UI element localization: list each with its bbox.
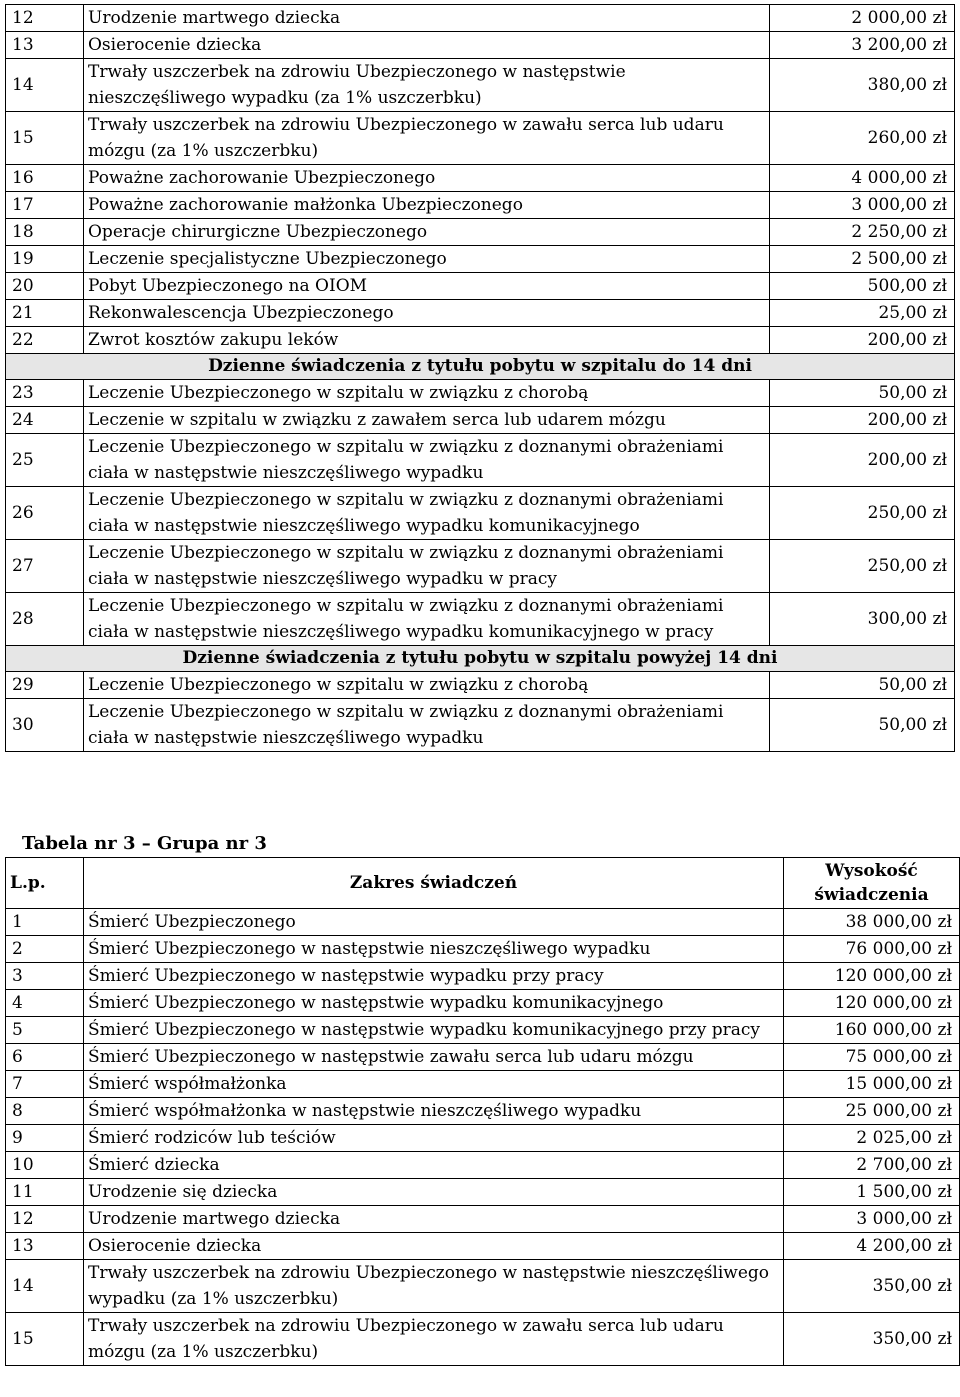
benefit-description: Zwrot kosztów zakupu leków [84,327,770,354]
row-number: 13 [6,1233,84,1260]
row-number: 23 [6,380,84,407]
row-number: 12 [6,1206,84,1233]
row-number: 14 [6,59,84,112]
table-row [6,5,955,32]
table-row [6,1260,960,1313]
row-number: 24 [6,407,84,434]
benefit-description: Leczenie Ubezpieczonego w szpitalu w związku z chorobą [84,672,770,699]
benefit-description: Trwały uszczerbek na zdrowiu Ubezpieczonego w zawału serca lub udaru mózgu (za 1% uszczerbku) [84,112,770,165]
row-number: 27 [6,540,84,593]
section-header-row [6,646,955,672]
row-number: 19 [6,246,84,273]
table-row [6,246,955,273]
benefit-description: Urodzenie się dziecka [84,1179,784,1206]
row-number: 28 [6,593,84,646]
benefit-amount: 1 500,00 zł [784,1179,960,1206]
benefit-amount: 2 000,00 zł [770,5,955,32]
benefit-description: Pobyt Ubezpieczonego na OIOM [84,273,770,300]
benefit-description: Urodzenie martwego dziecka [84,5,770,32]
benefit-amount: 350,00 zł [784,1260,960,1313]
row-number: 12 [6,5,84,32]
benefit-amount: 200,00 zł [770,327,955,354]
table-row [6,273,955,300]
row-number: 20 [6,273,84,300]
benefit-description: Poważne zachorowanie małżonka Ubezpieczonego [84,192,770,219]
table-row [6,990,960,1017]
row-number: 21 [6,300,84,327]
header-scope: Zakres świadczeń [84,858,784,909]
benefit-amount: 50,00 zł [770,699,955,752]
benefit-amount: 50,00 zł [770,672,955,699]
table-row [6,909,960,936]
section-title: Dzienne świadczenia z tytułu pobytu w szpitalu powyżej 14 dni [6,646,955,672]
section-title: Dzienne świadczenia z tytułu pobytu w szpitalu do 14 dni [6,354,955,380]
row-number: 10 [6,1152,84,1179]
benefit-amount: 380,00 zł [770,59,955,112]
benefit-amount: 25 000,00 zł [784,1098,960,1125]
benefit-amount: 38 000,00 zł [784,909,960,936]
benefit-description: Leczenie Ubezpieczonego w szpitalu w związku z doznanymi obrażeniami ciała w następstwie nieszczęśliwego wypadku w pracy [84,540,770,593]
benefit-amount: 25,00 zł [770,300,955,327]
header-lp: L.p. [6,858,84,909]
benefit-description: Rekonwalescencja Ubezpieczonego [84,300,770,327]
table-row [6,380,955,407]
benefit-description: Trwały uszczerbek na zdrowiu Ubezpieczonego w zawału serca lub udaru mózgu (za 1% uszczerbku) [84,1313,784,1366]
table-row [6,1044,960,1071]
benefit-amount: 4 200,00 zł [784,1233,960,1260]
row-number: 1 [6,909,84,936]
benefit-description: Leczenie Ubezpieczonego w szpitalu w związku z doznanymi obrażeniami ciała w następstwie nieszczęśliwego wypadku [84,699,770,752]
table-row [6,192,955,219]
benefit-description: Śmierć Ubezpieczonego w następstwie wypadku komunikacyjnego przy pracy [84,1017,784,1044]
table-row [6,32,955,59]
row-number: 22 [6,327,84,354]
benefit-description: Urodzenie martwego dziecka [84,1206,784,1233]
row-number: 3 [6,963,84,990]
benefit-description: Poważne zachorowanie Ubezpieczonego [84,165,770,192]
benefit-amount: 2 025,00 zł [784,1125,960,1152]
row-number: 15 [6,112,84,165]
table-row [6,487,955,540]
table-row [6,300,955,327]
benefit-amount: 200,00 zł [770,434,955,487]
benefits-table-group-3-body [6,858,960,1366]
table-row [6,112,955,165]
table-row [6,1179,960,1206]
benefit-description: Leczenie Ubezpieczonego w szpitalu w związku z doznanymi obrażeniami ciała w następstwie nieszczęśliwego wypadku komunikacyjnego [84,487,770,540]
section-header-row [6,354,955,380]
benefit-amount: 75 000,00 zł [784,1044,960,1071]
row-number: 26 [6,487,84,540]
benefit-amount: 15 000,00 zł [784,1071,960,1098]
benefit-description: Śmierć współmałżonka w następstwie nieszczęśliwego wypadku [84,1098,784,1125]
benefit-description: Osierocenie dziecka [84,1233,784,1260]
row-number: 13 [6,32,84,59]
row-number: 15 [6,1313,84,1366]
header-amount: Wysokość świadczenia [784,858,960,909]
table-row [6,1017,960,1044]
benefits-table-group-2-continued [5,4,955,752]
benefit-amount: 250,00 zł [770,540,955,593]
benefit-description: Śmierć Ubezpieczonego [84,909,784,936]
table-row [6,1233,960,1260]
table-row [6,699,955,752]
benefit-description: Trwały uszczerbek na zdrowiu Ubezpieczonego w następstwie nieszczęśliwego wypadku (za 1% uszczerbku) [84,1260,784,1313]
benefit-amount: 300,00 zł [770,593,955,646]
benefit-amount: 50,00 zł [770,380,955,407]
row-number: 16 [6,165,84,192]
table-row [6,540,955,593]
benefit-amount: 3 200,00 zł [770,32,955,59]
benefit-description: Osierocenie dziecka [84,32,770,59]
benefit-amount: 350,00 zł [784,1313,960,1366]
benefit-description: Śmierć Ubezpieczonego w następstwie nieszczęśliwego wypadku [84,936,784,963]
benefit-amount: 500,00 zł [770,273,955,300]
table-row [6,1206,960,1233]
row-number: 25 [6,434,84,487]
table-row [6,963,960,990]
benefit-description: Trwały uszczerbek na zdrowiu Ubezpieczonego w następstwie nieszczęśliwego wypadku (za 1% uszczerbku) [84,59,770,112]
benefit-description: Leczenie Ubezpieczonego w szpitalu w związku z chorobą [84,380,770,407]
benefit-amount: 200,00 zł [770,407,955,434]
table-row [6,1313,960,1366]
row-number: 8 [6,1098,84,1125]
row-number: 30 [6,699,84,752]
benefit-amount: 260,00 zł [770,112,955,165]
row-number: 7 [6,1071,84,1098]
benefit-description: Operacje chirurgiczne Ubezpieczonego [84,219,770,246]
table-row [6,1098,960,1125]
row-number: 2 [6,936,84,963]
row-number: 5 [6,1017,84,1044]
table-row [6,1071,960,1098]
table-row [6,936,960,963]
table-row [6,672,955,699]
benefit-description: Śmierć dziecka [84,1152,784,1179]
benefit-description: Śmierć Ubezpieczonego w następstwie wypadku przy pracy [84,963,784,990]
benefit-description: Leczenie specjalistyczne Ubezpieczonego [84,246,770,273]
benefit-amount: 250,00 zł [770,487,955,540]
table-row [6,407,955,434]
table-header-row [6,858,960,909]
row-number: 4 [6,990,84,1017]
benefit-amount: 2 700,00 zł [784,1152,960,1179]
row-number: 14 [6,1260,84,1313]
benefit-amount: 3 000,00 zł [784,1206,960,1233]
benefit-description: Śmierć współmałżonka [84,1071,784,1098]
row-number: 17 [6,192,84,219]
benefit-amount: 3 000,00 zł [770,192,955,219]
table-row [6,165,955,192]
benefit-amount: 120 000,00 zł [784,990,960,1017]
benefit-description: Śmierć Ubezpieczonego w następstwie zawału serca lub udaru mózgu [84,1044,784,1071]
row-number: 29 [6,672,84,699]
benefits-table-body [6,5,955,752]
table-row [6,327,955,354]
benefit-description: Leczenie w szpitalu w związku z zawałem serca lub udarem mózgu [84,407,770,434]
row-number: 11 [6,1179,84,1206]
benefit-amount: 160 000,00 zł [784,1017,960,1044]
row-number: 9 [6,1125,84,1152]
benefit-description: Śmierć rodziców lub teściów [84,1125,784,1152]
benefit-amount: 2 250,00 zł [770,219,955,246]
table-row [6,1125,960,1152]
table-row [6,593,955,646]
benefit-description: Leczenie Ubezpieczonego w szpitalu w związku z doznanymi obrażeniami ciała w następstwie nieszczęśliwego wypadku komunikacyjnego w pracy [84,593,770,646]
table-row [6,219,955,246]
row-number: 6 [6,1044,84,1071]
table-row [6,434,955,487]
benefits-table-group-3 [5,857,960,1366]
benefit-amount: 76 000,00 zł [784,936,960,963]
table-row [6,1152,960,1179]
benefit-amount: 2 500,00 zł [770,246,955,273]
row-number: 18 [6,219,84,246]
table-row [6,59,955,112]
benefit-description: Śmierć Ubezpieczonego w następstwie wypadku komunikacyjnego [84,990,784,1017]
table-caption: Tabela nr 3 – Grupa nr 3 [22,833,267,854]
benefit-amount: 4 000,00 zł [770,165,955,192]
benefit-amount: 120 000,00 zł [784,963,960,990]
benefit-description: Leczenie Ubezpieczonego w szpitalu w związku z doznanymi obrażeniami ciała w następstwie nieszczęśliwego wypadku [84,434,770,487]
